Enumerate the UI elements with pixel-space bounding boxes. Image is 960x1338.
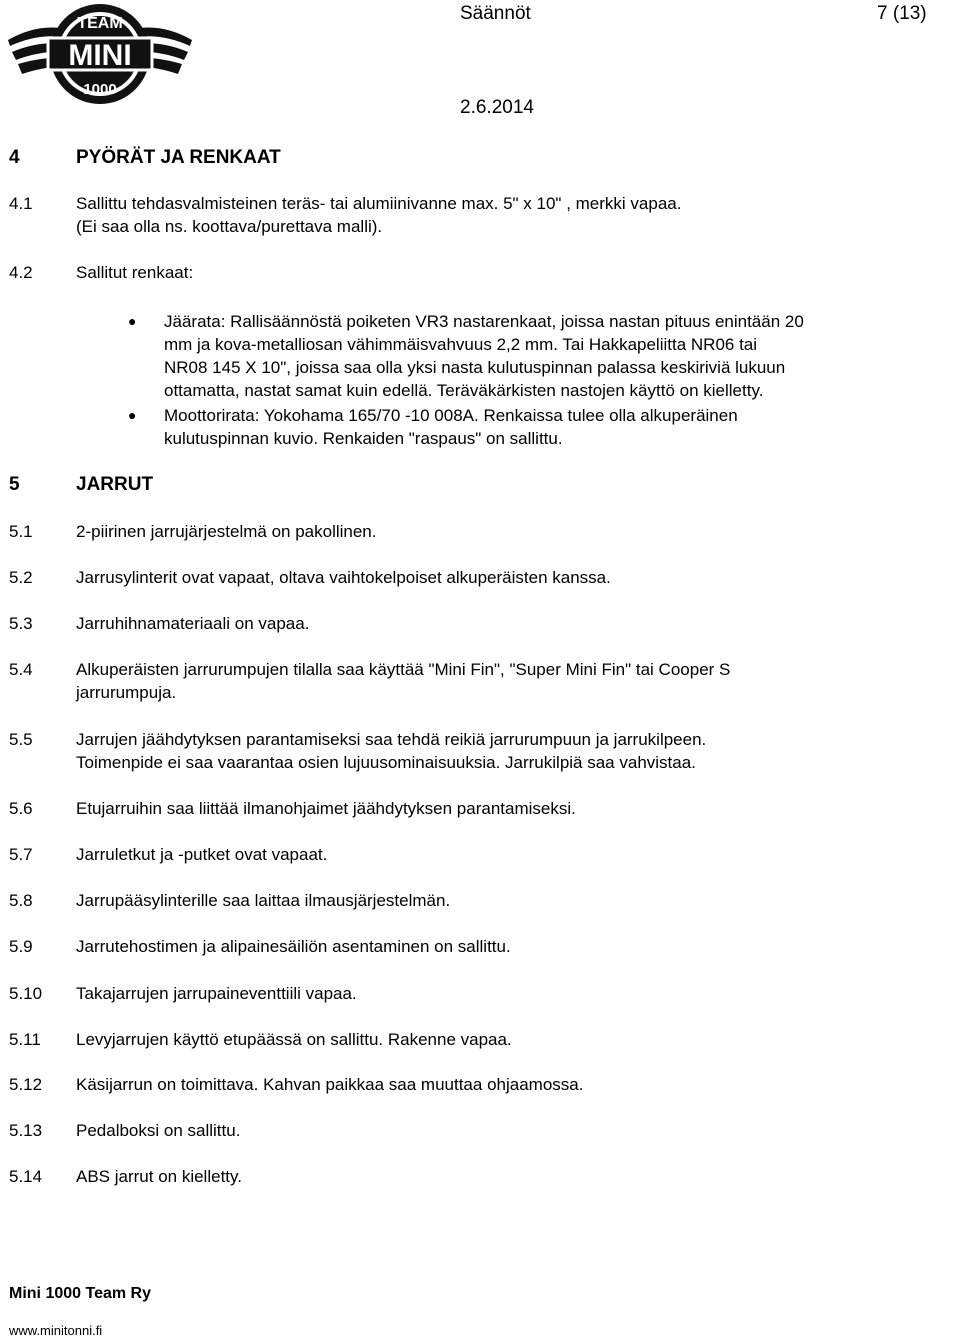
bullet-text: Moottorirata: Yokohama 165/70 -10 008A. Renkaissa tulee olla alkuperäinen — [164, 406, 738, 425]
section-4-number: 4 — [9, 147, 20, 168]
header-date: 2.6.2014 — [460, 97, 534, 118]
item-text: Käsijarrun on toimittava. Kahvan paikkaa saa muuttaa ohjaamossa. — [76, 1075, 584, 1094]
section-5-title: JARRUT — [76, 474, 154, 495]
item-text: Etujarruihin saa liittää ilmanohjaimet jäähdytyksen parantamiseksi. — [76, 799, 576, 818]
item-text: jarrurumpuja. — [76, 683, 177, 702]
header-title: Säännöt — [460, 3, 531, 24]
item-text: Sallitut renkaat: — [76, 263, 194, 282]
section-4-title: PYÖRÄT JA RENKAAT — [76, 147, 281, 168]
bullet-icon: ● — [128, 407, 137, 423]
item-number: 5.7 — [9, 845, 33, 864]
item-number: 5.12 — [9, 1075, 43, 1094]
item-text: Jarrusylinterit ovat vapaat, oltava vaihtokelpoiset alkuperäisten kanssa. — [76, 568, 611, 587]
team-mini-1000-logo — [0, 0, 200, 110]
logo-mini-text: MINI — [68, 39, 132, 72]
item-text: Levyjarrujen käyttö etupäässä on sallittu. Rakenne vapaa. — [76, 1030, 512, 1049]
bullet-text: mm ja kova-metalliosan vähimmäisvahvuus 2,2 mm. Tai Hakkapeliitta NR06 tai — [164, 335, 758, 354]
item-text: ABS jarrut on kielletty. — [76, 1167, 242, 1186]
bullet-text: NR08 145 X 10", joissa saa olla yksi nasta kulutuspinnan palassa keskiriviä lukuun — [164, 358, 786, 377]
item-number: 4.1 — [9, 194, 33, 213]
logo-1000-text: 1000 — [83, 81, 117, 98]
item-number: 5.2 — [9, 568, 33, 587]
item-number: 5.14 — [9, 1167, 43, 1186]
logo-team-text: TEAM — [77, 15, 123, 32]
header-page-number: 7 (13) — [877, 3, 927, 24]
section-5-number: 5 — [9, 474, 20, 495]
item-text: Toimenpide ei saa vaarantaa osien lujuusominaisuuksia. Jarrukilpiä saa vahvistaa. — [76, 753, 696, 772]
item-number: 4.2 — [9, 263, 33, 282]
item-text: Pedalboksi on sallittu. — [76, 1121, 241, 1140]
item-text: 2-piirinen jarrujärjestelmä on pakollinen. — [76, 522, 377, 541]
item-number: 5.3 — [9, 614, 33, 633]
item-number: 5.4 — [9, 660, 33, 679]
bullet-icon: ● — [128, 313, 137, 329]
item-number: 5.11 — [9, 1030, 41, 1049]
item-text: Takajarrujen jarrupaineventtiili vapaa. — [76, 984, 357, 1003]
item-text: Sallittu tehdasvalmisteinen teräs- tai alumiinivanne max. 5" x 10" , merkki vapaa. — [76, 194, 682, 213]
item-text: Jarruhihnamateriaali on vapaa. — [76, 614, 310, 633]
item-text: Alkuperäisten jarrurumpujen tilalla saa käyttää "Mini Fin", "Super Mini Fin" tai Cooper S — [76, 660, 731, 679]
item-number: 5.13 — [9, 1121, 43, 1140]
bullet-text: kulutuspinnan kuvio. Renkaiden "raspaus" on sallittu. — [164, 429, 563, 448]
item-number: 5.10 — [9, 984, 43, 1003]
item-text: Jarrutehostimen ja alipainesäiliön asentaminen on sallittu. — [76, 937, 511, 956]
item-number: 5.9 — [9, 937, 33, 956]
item-number: 5.6 — [9, 799, 33, 818]
item-number: 5.5 — [9, 730, 33, 749]
footer-website-link[interactable]: www.minitonni.fi — [9, 1323, 103, 1338]
bullet-text: Jäärata: Rallisäännöstä poiketen VR3 nastarenkaat, joissa nastan pituus enintään 20 — [164, 312, 804, 331]
item-text: (Ei saa olla ns. koottava/purettava malli). — [76, 217, 383, 236]
bullet-text: ottamatta, nastat samat kuin edellä. Teräväkärkisten nastojen käyttö on kielletty. — [164, 381, 764, 400]
footer-org-name: Mini 1000 Team Ry — [9, 1285, 151, 1302]
item-number: 5.8 — [9, 891, 33, 910]
item-text: Jarrupääsylinterille saa laittaa ilmausjärjestelmän. — [76, 891, 451, 910]
item-text: Jarrujen jäähdytyksen parantamiseksi saa tehdä reikiä jarrurumpuun ja jarrukilpeen. — [76, 730, 707, 749]
item-number: 5.1 — [9, 522, 33, 541]
item-text: Jarruletkut ja -putket ovat vapaat. — [76, 845, 328, 864]
